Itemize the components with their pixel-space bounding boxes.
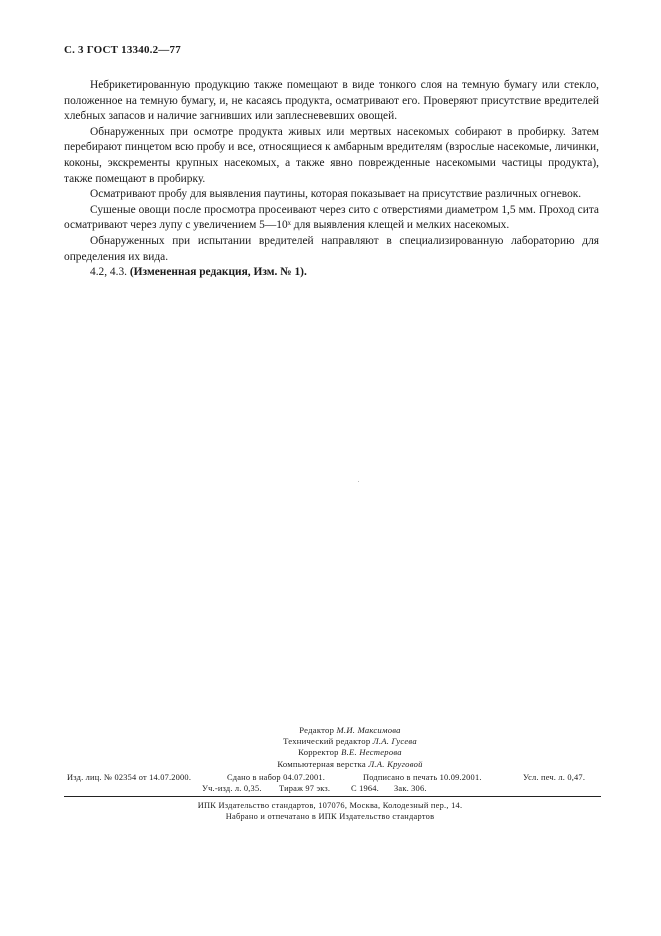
paragraph-5: Обнаруженных при испытании вредителей направляют в специализированную лабораторию для определения их вида.	[64, 234, 599, 263]
paragraph-2: Обнаруженных при осмотре продукта живых или мертвых насекомых собирают в пробирку. Затем перебирают пинцетом всю пробу и все, относящиеся к амбарным вредителям (взрослые насекомые, личинки, коконы, экскременты крупных насекомых, а также явно поврежденные насекомыми частицы продукта), также помещают в пробирку.	[64, 125, 599, 185]
paragraph-4: Сушеные овощи после просмотра просеивают через сито с отверстиями диаметром 1,5 мм. Проход сита осматривают через лупу с увеличением 5—10ˣ для выявления клещей и мелких насекомых.	[64, 203, 599, 232]
imprint-pub-sheets: Уч.-изд. л. 0,35.	[202, 784, 262, 793]
publisher-printed: Набрано и отпечатано в ИПК Издательство стандартов	[225, 812, 435, 821]
publisher-block	[130, 800, 530, 822]
credit-tech-editor: Технический редактор Л.А. Гусева	[283, 736, 417, 747]
imprint-code: С 1964.	[351, 784, 379, 793]
paragraph-6	[64, 265, 599, 281]
imprint-signed: Подписано в печать 10.09.2001.	[363, 773, 482, 782]
paragraph-3: Осматривают пробу для выявления паутины, которая показывает на присутствие различных огневок.	[90, 188, 582, 201]
credit-editor: Редактор М.И. Максимова	[299, 725, 401, 735]
publisher-address: ИПК Издательство стандартов, 107076, Москва, Колодезный пер., 14.	[197, 801, 463, 810]
page-title: С. 3 ГОСТ 13340.2—77	[64, 44, 181, 56]
paragraph-1: Небрикетированную продукцию также помещают в виде тонкого слоя на темную бумагу или стекло, положенное на темную бумагу, и, не касаясь продукта, осматривают его. Проверяют присутствие вредителей хлебных запасов и наличие загнивших или заплесневевших овощей.	[64, 79, 599, 123]
credit-proofreader: Корректор В.Е. Нестерова	[298, 747, 402, 758]
credit-layout: Компьютерная верстка Л.А. Круговой	[277, 758, 423, 769]
imprint-sent-to-set: Сдано в набор 04.07.2001.	[227, 773, 326, 782]
amendment-ref: 4.2, 4.3.	[90, 266, 130, 279]
imprint-print-sheets: Усл. печ. л. 0,47.	[523, 773, 586, 782]
body-text	[64, 78, 599, 281]
scan-speck	[358, 481, 359, 482]
amendment-note: (Измененная редакция, Изм. № 1).	[129, 266, 307, 279]
imprint-order: Зак. 306.	[394, 784, 427, 793]
credits-block	[200, 725, 500, 770]
imprint-license: Изд. лиц. № 02354 от 14.07.2000.	[67, 773, 192, 782]
divider	[64, 796, 601, 797]
imprint-circulation: Тираж 97 экз.	[279, 784, 331, 793]
